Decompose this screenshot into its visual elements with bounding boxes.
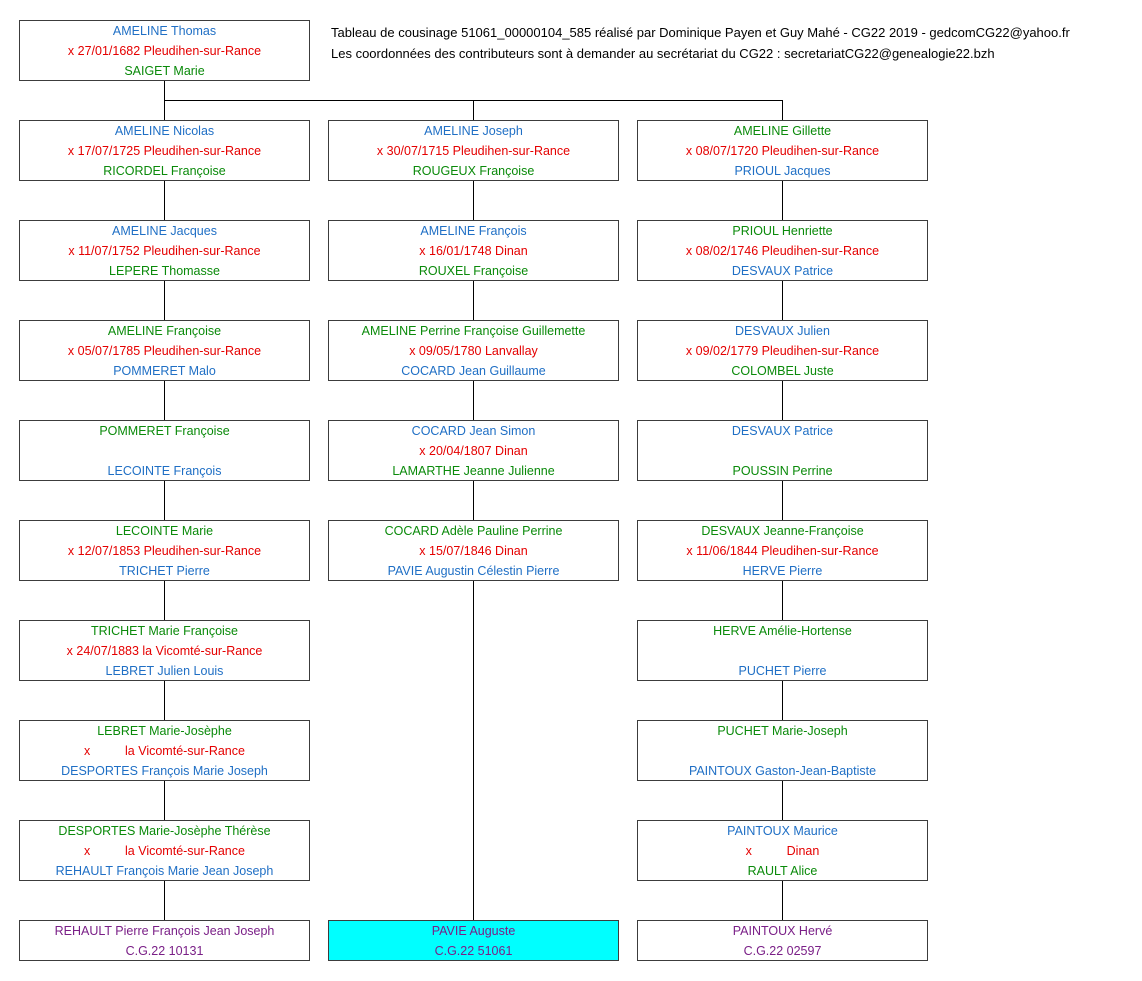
- person-name: POMMERET Françoise: [99, 424, 230, 438]
- person-name: DESPORTES Marie-Josèphe Thérèse: [58, 824, 271, 838]
- spouse-name: PAVIE Augustin Célestin Pierre: [387, 564, 560, 578]
- couple-box: [19, 520, 310, 581]
- person-name: COCARD Jean Simon: [411, 424, 536, 438]
- spouse-name: PUCHET Pierre: [738, 664, 827, 678]
- couple-box: [19, 420, 310, 481]
- marriage-info: x la Vicomté-sur-Rance: [84, 744, 245, 758]
- marriage-info: [638, 741, 927, 761]
- couple-box: [328, 220, 619, 281]
- marriage-info: x 20/04/1807 Dinan: [419, 444, 528, 458]
- spouse-name: PRIOUL Jacques: [734, 164, 831, 178]
- person-name: LEBRET Marie-Josèphe: [97, 724, 232, 738]
- marriage-info: x 05/07/1785 Pleudihen-sur-Rance: [67, 344, 262, 358]
- marriage-info: x 12/07/1853 Pleudihen-sur-Rance: [67, 544, 262, 558]
- person-name: AMELINE Joseph: [424, 124, 523, 138]
- connector-col-3-top: [782, 100, 783, 120]
- marriage-info: x 08/07/1720 Pleudihen-sur-Rance: [685, 144, 880, 158]
- connector-col-2-top: [473, 100, 474, 120]
- couple-box: [637, 120, 928, 181]
- couple-box: [328, 120, 619, 181]
- header-line-1: Tableau de cousinage 51061_00000104_585 réalisé par Dominique Payen et Guy Mahé - CG22 2019 - gedcomCG22@yahoo.fr: [331, 25, 1070, 40]
- descendant-code: C.G.22 02597: [743, 944, 822, 958]
- couple-box: [19, 320, 310, 381]
- spouse-name: LAMARTHE Jeanne Julienne: [392, 464, 555, 478]
- couple-box: [328, 420, 619, 481]
- marriage-info: x la Vicomté-sur-Rance: [84, 844, 245, 858]
- spouse-name: COCARD Jean Guillaume: [401, 364, 546, 378]
- person-name: DESVAUX Patrice: [731, 424, 834, 438]
- descendant-code: C.G.22 51061: [434, 944, 513, 958]
- descendant-name: PAINTOUX Hervé: [732, 924, 833, 938]
- spouse-name: POUSSIN Perrine: [732, 464, 833, 478]
- person-name: PAINTOUX Maurice: [727, 824, 838, 838]
- spouse-name: RICORDEL Françoise: [103, 164, 226, 178]
- marriage-info: x 11/06/1844 Pleudihen-sur-Rance: [686, 544, 879, 558]
- person-name: AMELINE Perrine Françoise Guillemette: [361, 324, 586, 338]
- spouse-name: RAULT Alice: [747, 864, 818, 878]
- spouse-name: LECOINTE François: [107, 464, 222, 478]
- couple-box: [19, 120, 310, 181]
- couple-box: [637, 220, 928, 281]
- descendant-code: C.G.22 10131: [125, 944, 204, 958]
- person-name: PRIOUL Henriette: [732, 224, 833, 238]
- spouse-name: ROUGEUX Françoise: [412, 164, 535, 178]
- descendant-name: PAVIE Auguste: [431, 924, 516, 938]
- descendant-box: [637, 920, 928, 961]
- spouse-name: COLOMBEL Juste: [731, 364, 834, 378]
- spouse-name: LEBRET Julien Louis: [105, 664, 224, 678]
- couple-box: [637, 820, 928, 881]
- spouse-name: POMMERET Malo: [113, 364, 216, 378]
- couple-box: [328, 520, 619, 581]
- marriage-info: [638, 441, 927, 461]
- couple-box: [19, 820, 310, 881]
- person-name: AMELINE Françoise: [107, 324, 222, 338]
- couple-box: [637, 320, 928, 381]
- root-couple-box: [19, 20, 310, 81]
- person-name: AMELINE Jacques: [112, 224, 217, 238]
- header-line-2: Les coordonnées des contributeurs sont à demander au secrétariat du CG22 : secretariatCG22@genealogie22.bzh: [331, 46, 995, 61]
- marriage-info: [638, 641, 927, 661]
- couple-box: [637, 720, 928, 781]
- marriage-info: x 11/07/1752 Pleudihen-sur-Rance: [68, 244, 261, 258]
- marriage-info: x 09/02/1779 Pleudihen-sur-Rance: [685, 344, 880, 358]
- header: [331, 22, 1070, 64]
- couple-box: [19, 220, 310, 281]
- marriage-info: x 24/07/1883 la Vicomté-sur-Rance: [66, 644, 263, 658]
- marriage-info: x 08/02/1746 Pleudihen-sur-Rance: [685, 244, 880, 258]
- spouse-name: LEPERE Thomasse: [109, 264, 220, 278]
- couple-box: [637, 420, 928, 481]
- person-name: AMELINE Gillette: [733, 124, 832, 138]
- person-name: DESVAUX Julien: [735, 324, 830, 338]
- spouse-name: ROUXEL Françoise: [418, 264, 529, 278]
- person-name: AMELINE François: [420, 224, 527, 238]
- couple-box: [19, 720, 310, 781]
- descendant-name: REHAULT Pierre François Jean Joseph: [54, 924, 275, 938]
- person-name: AMELINE Thomas: [112, 24, 217, 38]
- person-name: LECOINTE Marie: [115, 524, 214, 538]
- spouse-name: REHAULT François Marie Jean Joseph: [55, 864, 274, 878]
- marriage-info: x 30/07/1715 Pleudihen-sur-Rance: [376, 144, 571, 158]
- descendant-box: [19, 920, 310, 961]
- couple-box: [637, 620, 928, 681]
- spouse-name: SAIGET Marie: [124, 64, 205, 78]
- person-name: DESVAUX Jeanne-Françoise: [701, 524, 864, 538]
- marriage-info: x 09/05/1780 Lanvallay: [409, 344, 538, 358]
- person-name: AMELINE Nicolas: [114, 124, 215, 138]
- spouse-name: PAINTOUX Gaston-Jean-Baptiste: [688, 764, 877, 778]
- spouse-name: HERVE Pierre: [742, 564, 823, 578]
- marriage-info: x 27/01/1682 Pleudihen-sur-Rance: [67, 44, 262, 58]
- marriage-info: x 17/07/1725 Pleudihen-sur-Rance: [67, 144, 262, 158]
- spouse-name: DESPORTES François Marie Joseph: [61, 764, 268, 778]
- descendant-box: [328, 920, 619, 961]
- couple-box: [637, 520, 928, 581]
- marriage-info: x 15/07/1846 Dinan: [419, 544, 528, 558]
- person-name: HERVE Amélie-Hortense: [713, 624, 852, 638]
- couple-box: [19, 620, 310, 681]
- spouse-name: DESVAUX Patrice: [731, 264, 834, 278]
- person-name: TRICHET Marie Françoise: [90, 624, 239, 638]
- marriage-info: x 16/01/1748 Dinan: [419, 244, 528, 258]
- person-name: COCARD Adèle Pauline Perrine: [384, 524, 563, 538]
- couple-box: [328, 320, 619, 381]
- marriage-info: x Dinan: [745, 844, 820, 858]
- person-name: PUCHET Marie-Joseph: [717, 724, 848, 738]
- marriage-info: [20, 441, 309, 461]
- spouse-name: TRICHET Pierre: [119, 564, 210, 578]
